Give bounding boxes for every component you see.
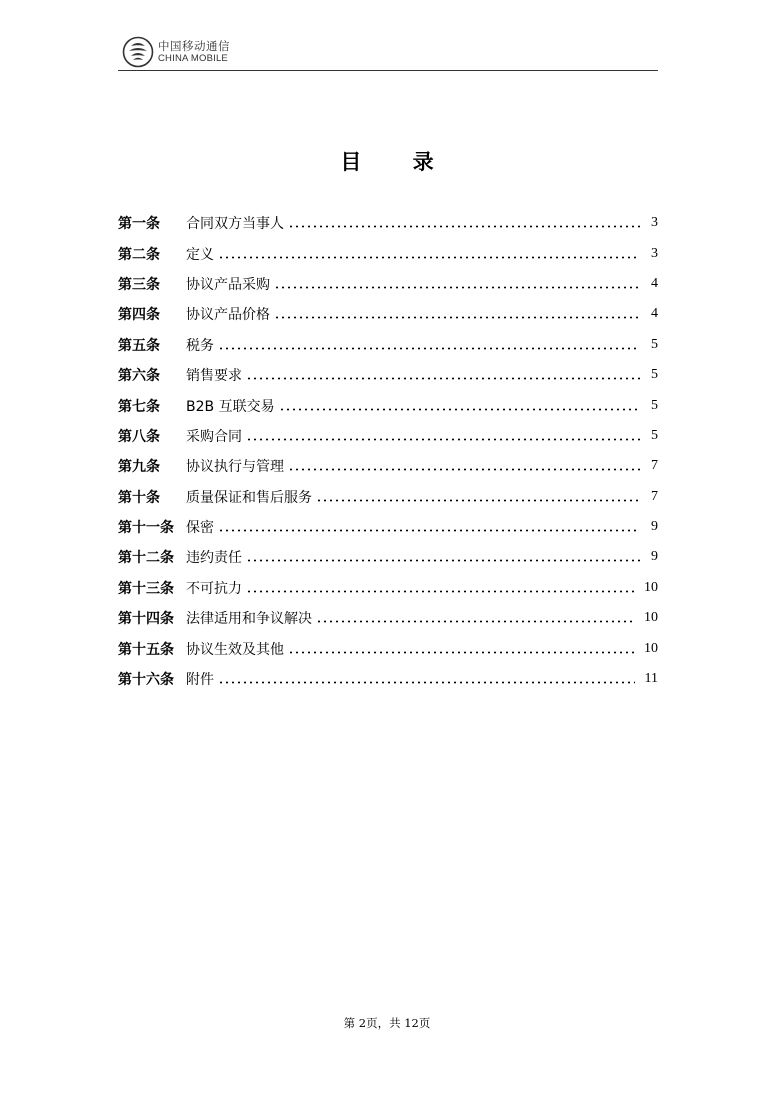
toc-entry-title: 协议执行与管理 xyxy=(186,459,284,476)
toc-entry-page: 4 xyxy=(651,275,658,291)
toc-entry[interactable] xyxy=(118,573,658,603)
toc-entry[interactable] xyxy=(118,542,658,572)
toc-leader-dots xyxy=(246,559,640,562)
toc-entry-title: 不可抗力 xyxy=(186,580,242,597)
logo-english-name: CHINA MOBILE xyxy=(158,53,228,64)
logo-chinese-name: 中国移动通信 xyxy=(158,38,230,53)
toc-entry-page: 4 xyxy=(651,306,658,322)
toc-entry-number: 第十三条 xyxy=(118,580,174,597)
toc-entry-number: 第二条 xyxy=(118,246,160,263)
table-of-contents xyxy=(118,208,658,694)
toc-entry-number: 第七条 xyxy=(118,398,160,415)
toc-entry-title: 销售要求 xyxy=(186,368,242,385)
toc-entry[interactable] xyxy=(118,360,658,390)
toc-entry-title: 质量保证和售后服务 xyxy=(186,489,312,506)
toc-leader-dots xyxy=(288,651,634,654)
toc-leader-dots xyxy=(246,590,634,593)
toc-entry-page: 9 xyxy=(651,549,658,565)
toc-entry[interactable] xyxy=(118,238,658,268)
toc-entry-page: 5 xyxy=(651,367,658,383)
toc-entry[interactable] xyxy=(118,482,658,512)
toc-leader-dots xyxy=(274,286,640,289)
toc-entry-number: 第四条 xyxy=(118,307,160,324)
toc-entry-number: 第五条 xyxy=(118,337,160,354)
toc-entry-number: 第八条 xyxy=(118,428,160,445)
toc-entry-page: 3 xyxy=(651,215,658,231)
toc-entry-number: 第六条 xyxy=(118,368,160,385)
toc-entry-page: 3 xyxy=(651,245,658,261)
toc-leader-dots xyxy=(218,256,640,259)
toc-entry[interactable] xyxy=(118,633,658,663)
toc-entry-title: 违约责任 xyxy=(186,550,242,567)
toc-entry-page: 7 xyxy=(651,458,658,474)
toc-entry-title: 税务 xyxy=(186,337,214,354)
toc-leader-dots xyxy=(288,468,640,471)
toc-entry-title: 协议产品价格 xyxy=(186,307,270,324)
toc-entry-page: 10 xyxy=(644,579,658,595)
toc-entry-page: 11 xyxy=(644,671,658,687)
toc-entry[interactable] xyxy=(118,451,658,481)
toc-entry-page: 10 xyxy=(644,610,658,626)
toc-entry-title: 附件 xyxy=(186,672,214,689)
toc-entry-title: 定义 xyxy=(186,246,214,263)
toc-leader-dots xyxy=(218,681,635,684)
toc-entry-title: 保密 xyxy=(186,520,214,537)
toc-entry[interactable] xyxy=(118,208,658,238)
toc-leader-dots xyxy=(316,620,634,623)
toc-entry-number: 第十二条 xyxy=(118,550,174,567)
toc-leader-dots xyxy=(279,408,640,411)
toc-entry-title: 法律适用和争议解决 xyxy=(186,611,312,628)
toc-leader-dots xyxy=(246,377,640,380)
toc-leader-dots xyxy=(246,438,640,441)
toc-entry[interactable] xyxy=(118,390,658,420)
china-mobile-logo-icon xyxy=(122,36,154,68)
toc-entry-title: 采购合同 xyxy=(186,428,242,445)
toc-entry-number: 第十一条 xyxy=(118,520,174,537)
toc-entry-page: 5 xyxy=(651,397,658,413)
toc-entry-page: 9 xyxy=(651,519,658,535)
toc-entry-number: 第十条 xyxy=(118,489,160,506)
toc-entry-page: 10 xyxy=(644,640,658,656)
header-divider xyxy=(118,70,658,71)
toc-entry-number: 第十五条 xyxy=(118,641,174,658)
page-header xyxy=(122,34,230,70)
toc-entry-title: 协议产品采购 xyxy=(186,276,270,293)
toc-entry-number: 第十六条 xyxy=(118,672,174,689)
toc-entry[interactable] xyxy=(118,603,658,633)
toc-entry-page: 5 xyxy=(651,336,658,352)
toc-leader-dots xyxy=(288,225,640,228)
toc-entry-number: 第三条 xyxy=(118,276,160,293)
toc-entry[interactable] xyxy=(118,330,658,360)
toc-entry[interactable] xyxy=(118,421,658,451)
toc-title: 目 录 xyxy=(340,150,456,174)
toc-leader-dots xyxy=(218,529,640,532)
toc-entry[interactable] xyxy=(118,512,658,542)
toc-entry[interactable] xyxy=(118,664,658,694)
toc-leader-dots xyxy=(316,499,640,502)
toc-leader-dots xyxy=(218,347,640,350)
toc-entry-title: B2B 互联交易 xyxy=(186,398,275,415)
toc-entry-number: 第一条 xyxy=(118,216,160,233)
toc-entry[interactable] xyxy=(118,299,658,329)
toc-entry[interactable] xyxy=(118,269,658,299)
toc-entry-title: 合同双方当事人 xyxy=(186,216,284,233)
toc-entry-number: 第九条 xyxy=(118,459,160,476)
page-footer: 第 2页，共 12页 xyxy=(343,1016,431,1030)
toc-leader-dots xyxy=(274,316,640,319)
toc-entry-page: 7 xyxy=(651,488,658,504)
toc-entry-title: 协议生效及其他 xyxy=(186,641,284,658)
toc-entry-page: 5 xyxy=(651,427,658,443)
toc-entry-number: 第十四条 xyxy=(118,611,174,628)
logo-text xyxy=(158,38,230,64)
